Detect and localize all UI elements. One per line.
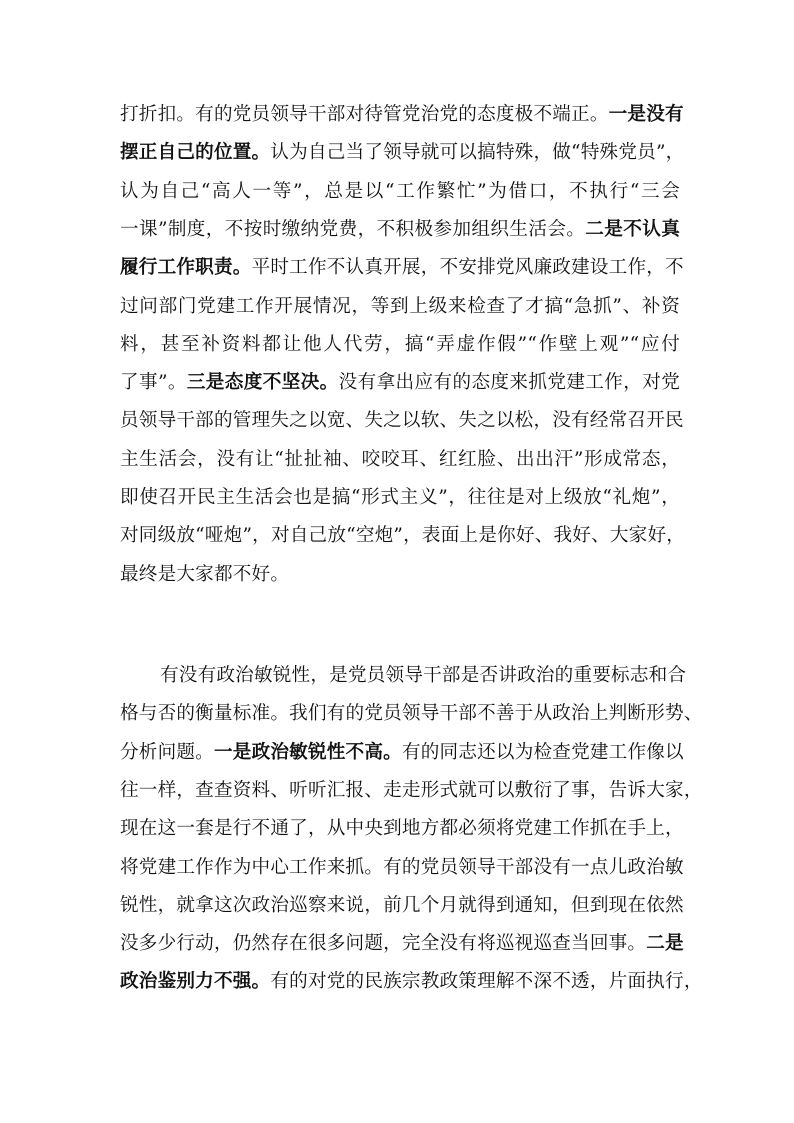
text-line: [120, 521, 686, 551]
bold-text-segment: 一是政治敏锐性不高。: [213, 741, 402, 763]
text-line: [120, 776, 703, 806]
text-line: [120, 177, 680, 207]
text-segment: 料，甚至补资料都让他人代劳，搞“弄虚作假”“作壁上观”“应付: [120, 333, 680, 355]
text-segment: 将党建工作作为中心工作来抓。有的党员领导干部没有一点儿政治敏: [120, 856, 684, 878]
text-line: [120, 853, 684, 883]
bold-text-segment: 一是没有: [608, 104, 684, 125]
text-segment: 往一样，查查资料、听听汇报、走走形式就可以敷衍了事，告诉大家，: [120, 779, 703, 801]
text-segment: 认为自己“高人一等”，总是以“工作繁忙”为借口，不执行“三会: [120, 180, 680, 202]
text-segment: 平时工作不认真开展，不安排党风廉政建设工作，不: [251, 257, 684, 279]
text-line: [120, 292, 680, 322]
text-segment: 打折扣。有的党员领导干部对待管党治党的态度极不端正。: [120, 104, 609, 125]
bold-text-segment: 二是不认真: [585, 218, 680, 240]
text-line: [120, 699, 703, 729]
text-segment: 员领导干部的管理失之以宽、失之以软、失之以松，没有经常召开民: [120, 410, 684, 432]
text-line: [120, 929, 684, 959]
text-line: [120, 330, 680, 360]
text-line: [120, 368, 680, 398]
text-segment: 格与否的衡量标准。我们有的党员领导干部不善于从政治上判断形势、: [120, 703, 703, 725]
text-segment: 过问部门党建工作开展情况，等到上级来检查了才搞“急抓”、补资: [120, 295, 680, 317]
text-segment: 没多少行动，仍然存在很多问题，完全没有将巡视巡查当回事。: [120, 933, 647, 955]
bold-text-segment: 政治鉴别力不强。: [120, 971, 271, 993]
text-segment: 一课”制度，不按时缴纳党费，不积极参加组织生活会。: [120, 218, 586, 240]
text-segment: 锐性，就拿这次政治巡察来说，前几个月就得到通知，但到现在依然: [120, 894, 684, 916]
text-segment: 没有拿出应有的态度来抓党建工作，对党: [338, 372, 680, 394]
text-line: [120, 100, 684, 130]
bold-text-segment: 履行工作职责。: [120, 257, 252, 279]
text-segment: 了事”。: [120, 372, 187, 394]
text-line: [120, 560, 289, 590]
text-line: [120, 138, 685, 168]
text-segment: 分析问题。: [120, 741, 214, 763]
text-line: [120, 891, 684, 921]
text-segment: 主生活会，没有让“扯扯袖、咬咬耳、红红脸、出出汗”形成常态，: [120, 448, 680, 470]
text-line: [120, 445, 680, 475]
text-line: [160, 661, 687, 691]
text-line: [120, 967, 703, 997]
text-segment: 最终是大家都不好。: [120, 563, 290, 585]
text-line: [120, 253, 684, 283]
text-line: [120, 814, 684, 844]
text-line: [120, 215, 680, 245]
text-segment: 认为自己当了领导就可以搞特殊，做“特殊党员”，: [270, 142, 685, 164]
bold-text-segment: 摆正自己的位置。: [120, 142, 271, 164]
text-segment: 即使召开民主生活会也是搞“形式主义”，往往是对上级放“礼炮”，: [120, 487, 680, 508]
text-segment: 有的同志还以为检查党建工作像以: [401, 741, 684, 763]
bold-text-segment: 三是态度不坚决。: [186, 372, 339, 394]
text-segment: 现在这一套是行不通了，从中央到地方都必须将党建工作抓在手上，: [120, 818, 684, 840]
text-segment: 有没有政治敏锐性，是党员领导干部是否讲政治的重要标志和合: [160, 665, 687, 686]
bold-text-segment: 二是: [646, 933, 684, 955]
text-segment: 对同级放“哑炮”，对自己放“空炮”，表面上是你好、我好、大家好，: [120, 525, 686, 547]
text-segment: 有的对党的民族宗教政策理解不深不透，片面执行，: [270, 971, 703, 993]
text-line: [120, 483, 680, 513]
text-line: [120, 406, 684, 436]
text-line: [120, 738, 684, 768]
